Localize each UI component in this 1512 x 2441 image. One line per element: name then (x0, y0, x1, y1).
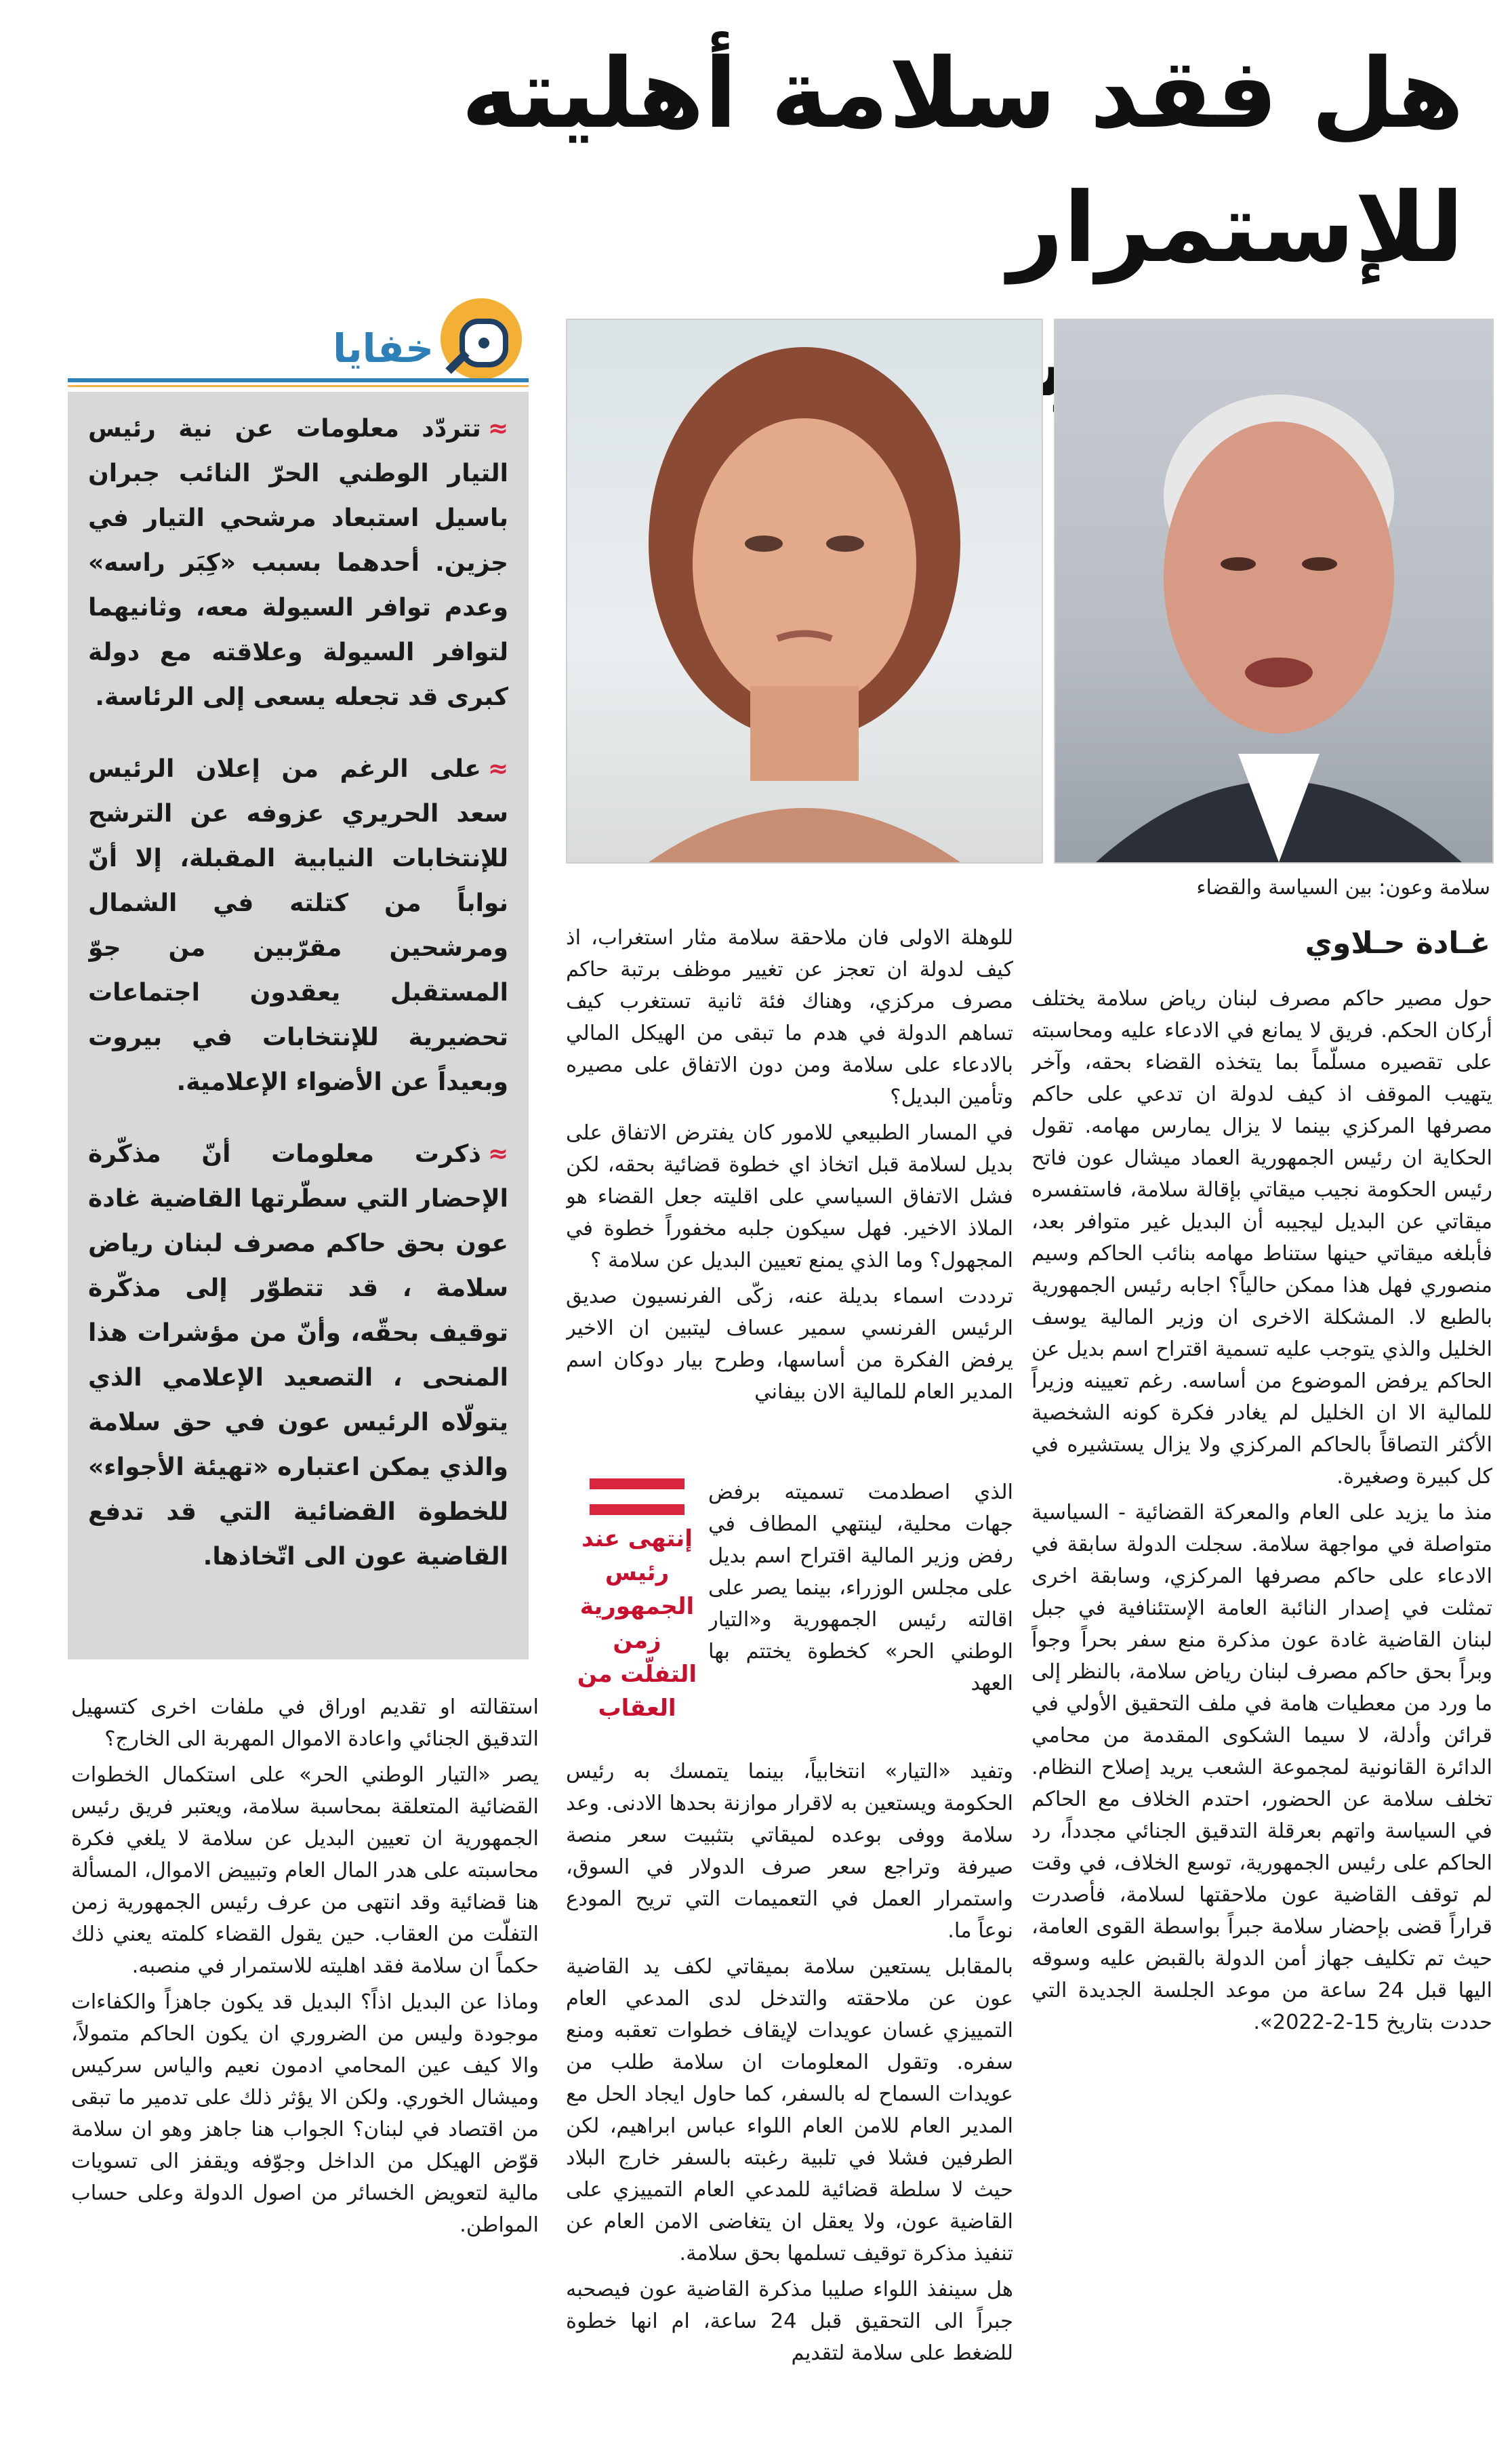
pull-quote-text: إنتهى عند رئيس الجمهورية زمن التفلّت من العقاب (577, 1525, 697, 1722)
sidebar-item-text: تتردّد معلومات عن نية رئيس التيار الوطني الحرّ النائب جبران باسيل استبعاد مرشحي التيار في جزين. أحدهما بسبب «كِبَر راسه» وعدم توافر السيولة معه، وثانيهما لتوافر السيولة وعلاقته مع دولة كبرى قد تجعله يسعى إلى الرئاسة. (88, 415, 508, 711)
lebanon-flag-stripes-icon (590, 1478, 685, 1515)
paragraph: وماذا عن البديل اذاً؟ البديل قد يكون جاهزاً والكفاءات موجودة وليس من الضروري ان يكون الحاكم متمولاً، والا كيف عين المحامي ادمون نعيم والياس سركيس وميشال الخوري. ولكن الا يؤثر ذلك على تدمير ما تبقى من اقتصاد في لبنان؟ الجواب هنا جاهز وهو ان سلامة قوّض الهيكل من الداخل وجوّفه ويقفز الى تسويات مالية لتعويض الخسائر من اصول الدولة وعلى حساب المواطن. (71, 1990, 539, 2237)
wave-marker-icon: ≈ (487, 415, 508, 443)
paragraph: منذ ما يزيد على العام والمعركة القضائية - السياسية متواصلة في مواجهة سلامة. سجلت الدولة سابقة في الادعاء على حاكم مصرفها المركزي، وسابقة اخرى تمثلت في إصدار النائبة العامة الإستئنافية في جبل لبنان القاضية غادة عون مذكرة منع سفر بحراً وجواً وبراً بحق حاكم مصرف لبنان رياض سلامة، بالنظر إلى ما ورد من معطيات هامة في ملف التحقيق الأولي في قرائن وأدلة، لا سيما الشكوى المقدمة من محامي الدائرة القانونية لمجموعة الشعب يريد إصلاح النظام. تخلف سلامة عن الحضور، احتدم الخلاف مع الحاكم في السياسة واتهم بعرقلة التدقيق الجنائي مجدداً، رد الحاكم على رئيس الجمهورية، توسع الخلاف، في وقت لم توقف القاضية عون ملاحقتها لسلامة، فأصدرت قراراً قضى بإحضار سلامة جبراً بواسطة القوى العامة، حيث تم تكليف جهاز أمن الدولة بالقبض عليه وسوقه اليها قبل 24 ساعة من موعد الجلسة الجديدة التي حددت بتاريخ 15-2-2022». (1031, 1501, 1492, 2034)
wave-marker-icon: ≈ (487, 1140, 508, 1168)
wave-marker-icon: ≈ (487, 755, 508, 783)
sidebar-header (68, 298, 529, 386)
article-column-1 (1031, 983, 1492, 2427)
magnifier-eye-icon (441, 298, 522, 380)
paragraph: استقالته او تقديم اوراق في ملفات اخرى كتسهيل التدقيق الجنائي واعادة الاموال المهربة الى الخارج؟ (71, 1695, 539, 1751)
photo-judge (566, 319, 1043, 864)
sidebar-item (88, 1132, 508, 1579)
sidebar-title: خفايا (333, 325, 434, 371)
sidebar-rule-accent (68, 385, 529, 387)
article-column-2-lower (566, 1756, 1013, 2427)
sidebar-item (88, 747, 508, 1105)
paragraph: وتفيد «التيار» انتخابياً، بينما يتمسك به رئيس الحكومة ويستعين به لاقرار موازنة بحدها الادنى. وعد سلامة ووفى بوعده لميقاتي بتثبيت سعر منصة صيرفة وتراجع سعر صرف الدولار في السوق، واستمرار العمل في التعميمات التي تريح المودع نوعاً ما. (566, 1760, 1013, 1943)
headline-line-1: هل فقد سلامة أهليته للإستمرار (461, 38, 1464, 284)
portrait-man-image (1055, 320, 1492, 862)
paragraph: ترددت اسماء بديلة عنه، زكّى الفرنسيون صديق الرئيس الفرنسي سمير عساف ليتبين ان الاخير يرفض الفكرة من أساسها، وطرح بيار دوكان اسم المدير العام للمالية الان بيفاني (566, 1285, 1013, 1404)
paragraph: في المسار الطبيعي للامور كان يفترض الاتفاق على بديل لسلامة قبل اتخاذ اي خطوة قضائية بحقه، لكن فشل الاتفاق السياسي على اقليته جعل القضاء هو الملاذ الاخير. فهل سيكون جلبه مخفوراً خطوة في المجهول؟ وما الذي يمنع تعيين البديل عن سلامة ؟ (566, 1121, 1013, 1272)
paragraph: يصر «التيار الوطني الحر» على استكمال الخطوات القضائية المتعلقة بمحاسبة سلامة، ويعتبر فريق رئيس الجمهورية ان تعيين البديل عن سلامة لا يلغي فكرة محاسبته على هدر المال العام وتبييض الاموال، المسألة هنا قضائية وقد انتهى من عرف رئيس الجمهورية زمن التفلّت من العقاب. حين يقول القضاء كلمته يعني ذلك حكماً ان سلامة فقد اهليته للاستمرار في منصبه. (71, 1763, 539, 1978)
portrait-woman-image (567, 320, 1042, 862)
article-column-3 (71, 1691, 539, 2423)
photo-caption: سلامة وعون: بين السياسة والقضاء (1196, 876, 1490, 900)
sidebar-item-text: ذكرت معلومات أنّ مذكّرة الإحضار التي سطّرتها القاضية غادة عون بحق حاكم مصرف لبنان رياض سلامة ، قد تتطوّر إلى مذكّرة توقيف بحقّه، وأنّ من مؤشرات هذا المنحى ، التصعيد الإعلامي الذي يتولّاه الرئيس عون في حق سلامة والذي يمكن اعتباره «تهيئة الأجواء» للخطوة القضائية التي قد تدفع القاضية عون الى اتّخاذها. (88, 1140, 508, 1571)
paragraph: حول مصير حاكم مصرف لبنان رياض سلامة يختلف أركان الحكم. فريق لا يمانع في الادعاء عليه ومحاسبته على تقصيره مسلّماً بما يتخذه القضاء بحقه، وآخر يتهيب الموقف اذ كيف لدولة ان تدعي على حاكم مصرفها المركزي بينما لا يزال يمارس مهامه. تقول الحكاية ان رئيس الجمهورية العماد ميشال عون فاتح رئيس الحكومة نجيب ميقاتي بإقالة سلامة، فاستفسره ميقاتي عن البديل ليجيبه أن البديل غير متوافر بعد، فأبلغه ميقاتي حينها ستناط مهامه بنائب الحاكم وسيم منصوري فهل هذا ممكن حالياً؟ اجابه رئيس الجمهورية بالطبع لا. المشكلة الاخرى ان وزير المالية يوسف الخليل والذي يتوجب عليه تسمية اقتراح اسم بديل عن الحاكم يرفض الموضوع من أساسه. رغم تعيينه وزيراً للمالية الا ان الخليل لم يغادر فكرة كونه الشخصية الأكثر التصاقاً بالحاكم المركزي ولا يزال يستشيره في كل كبيرة وصغيرة. (1031, 987, 1492, 1489)
byline: غـادة حـلاوي (1305, 926, 1490, 961)
paragraph: للوهلة الاولى فان ملاحقة سلامة مثار استغراب، اذ كيف لدولة ان تعجز عن تغيير موظف برتبة حاكم مصرف مركزي، وهناك فئة ثانية تستغرب كيف تساهم الدولة في هدم ما تبقى من الهيكل المالي بالادعاء على سلامة ومن دون الاتفاق على مصيره وتأمين البديل؟ (566, 926, 1013, 1109)
paragraph: بالمقابل يستعين سلامة بميقاتي لكف يد القاضية عون عن ملاحقته والتدخل لدى المدعي العام التمييزي غسان عويدات لإيقاف خطوات تعقبه ومنع سفره. وتقول المعلومات ان سلامة طلب من عويدات السماح له بالسفر، كما حاول ايجاد الحل مع المدير العام للامن العام اللواء عباس ابراهيم، لكن الطرفين فشلا في تلبية رغبته بالسفر خارج البلاد حيث لا سلطة قضائية للمدعي العام التمييزي على القاضية عون، ولا يعقل ان يتغاضى الامن العام عن تنفيذ مذكرة توقيف تسلمها بحق سلامة. (566, 1955, 1013, 2265)
sidebar-item-text: على الرغم من إعلان الرئيس سعد الحريري عزوفه عن الترشح للإنتخابات النيابية المقبلة، إلا أنّ نواباً من كتلته في الشمال ومرشحين مقرّبين من جوّ المستقبل يعقدون اجتماعات تحضيرية للإنتخابات في بيروت وبعيداً عن الأضواء الإعلامية. (88, 755, 508, 1096)
paragraph: هل سينفذ اللواء صليبا مذكرة القاضية عون فيصحبه جبراً الى التحقيق قبل 24 ساعة، ام انها خطوة للضغط على سلامة لتقديم (566, 2278, 1013, 2365)
article-column-2 (566, 922, 1013, 1476)
sidebar-text (88, 407, 508, 1647)
photo-governor (1054, 319, 1494, 864)
article-column-2-wrap: الذي اصطدمت تسميته برفض جهات محلية، لينتهي المطاف في رفض وزير المالية اقتراح اسم بديل على مجلس الوزراء، بينما يصر على اقالته رئيس الجمهورية و«التيار الوطني الحر» كخطوة يختتم بها العهد (708, 1480, 1013, 1695)
sidebar-rule (68, 378, 529, 382)
pull-quote (573, 1476, 701, 1754)
sidebar-item (88, 407, 508, 720)
